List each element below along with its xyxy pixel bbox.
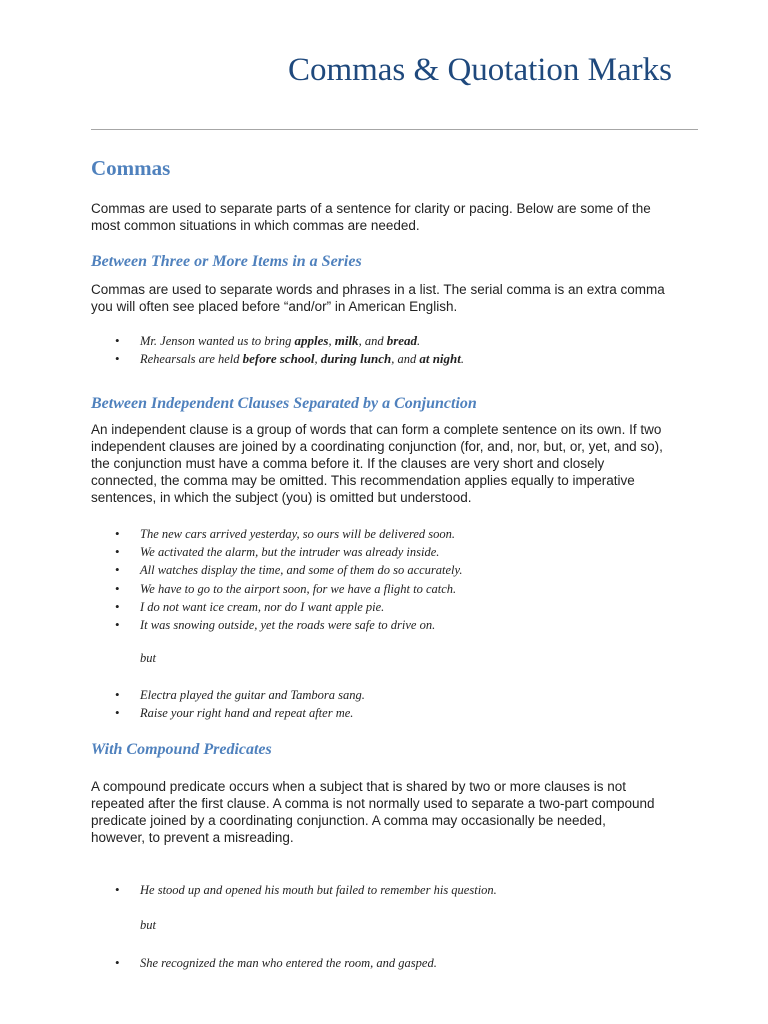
- text-line: you will often see placed before “and/or” in American English.: [91, 299, 458, 314]
- contrast-word: but: [140, 651, 156, 665]
- independent-example-list: [0, 525, 463, 634]
- text-line: the conjunction must have a comma before it. If the clauses are very short and closely: [91, 456, 605, 471]
- list-item: • She recognized the man who entered the room, and gasped.: [0, 954, 437, 972]
- compound-contrast-list: [0, 954, 437, 972]
- text-line: repeated after the first clause. A comma is not normally used to separate a two-part compound: [91, 796, 655, 811]
- text-line: Commas are used to separate words and phrases in a list. The serial comma is an extra comma: [91, 282, 665, 297]
- list-item: • We activated the alarm, but the intruder was already inside.: [0, 543, 463, 561]
- page-title: Commas & Quotation Marks: [287, 52, 672, 88]
- list-item: • He stood up and opened his mouth but failed to remember his question.: [0, 881, 497, 899]
- text-line: An independent clause is a group of words that can form a complete sentence on its own. If two: [91, 422, 662, 437]
- text-line: connected, the comma may be omitted. This recommendation applies equally to imperative: [91, 473, 635, 488]
- list-item: • It was snowing outside, yet the roads were safe to drive on.: [0, 616, 463, 634]
- list-item: • I do not want ice cream, nor do I want apple pie.: [0, 598, 463, 616]
- independent-paragraph: [91, 421, 691, 506]
- title-divider: [91, 129, 698, 130]
- intro-paragraph: [91, 200, 691, 234]
- section-heading-commas: Commas: [91, 156, 171, 180]
- compound-example-list: [0, 881, 497, 899]
- subheading-compound-predicates: With Compound Predicates: [91, 741, 272, 758]
- text-line: most common situations in which commas are needed.: [91, 218, 420, 233]
- series-example-list: [0, 332, 464, 368]
- text-line: however, to prevent a misreading.: [91, 830, 294, 845]
- list-item: • The new cars arrived yesterday, so ours will be delivered soon.: [0, 525, 463, 543]
- list-item: • Rehearsals are held before school, during lunch, and at night.: [0, 350, 464, 368]
- text-line: sentences, in which the subject (you) is omitted but understood.: [91, 490, 472, 505]
- text-line: independent clauses are joined by a coordinating conjunction (for, and, nor, but, or, yet, and so),: [91, 439, 663, 454]
- compound-paragraph: [91, 778, 691, 846]
- subheading-independent-clauses: Between Independent Clauses Separated by a Conjunction: [91, 395, 477, 412]
- independent-contrast-list: [0, 686, 365, 722]
- text-line: Commas are used to separate parts of a sentence for clarity or pacing. Below are some of the: [91, 201, 651, 216]
- text-line: predicate joined by a coordinating conjunction. A comma may occasionally be needed,: [91, 813, 606, 828]
- text-line: A compound predicate occurs when a subject that is shared by two or more clauses is not: [91, 779, 627, 794]
- list-item: • Raise your right hand and repeat after me.: [0, 704, 365, 722]
- contrast-word: but: [140, 918, 156, 932]
- list-item: • We have to go to the airport soon, for we have a flight to catch.: [0, 580, 463, 598]
- series-paragraph: [91, 281, 691, 315]
- subheading-series: Between Three or More Items in a Series: [91, 253, 362, 270]
- list-item: • Electra played the guitar and Tambora sang.: [0, 686, 365, 704]
- list-item: • Mr. Jenson wanted us to bring apples, milk, and bread.: [0, 332, 464, 350]
- list-item: • All watches display the time, and some of them do so accurately.: [0, 561, 463, 579]
